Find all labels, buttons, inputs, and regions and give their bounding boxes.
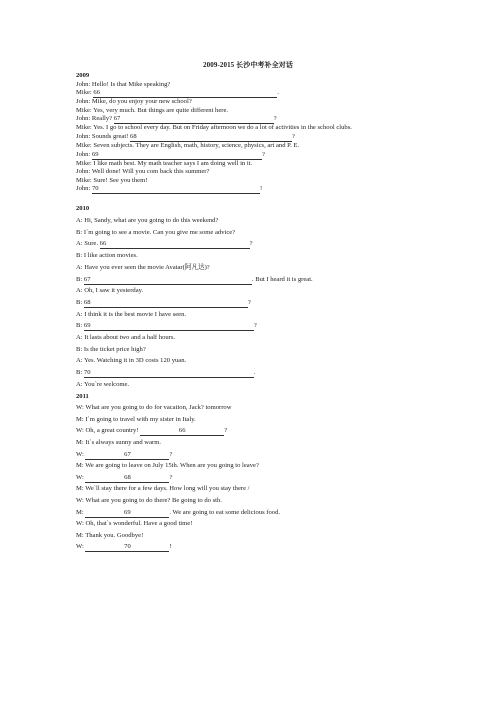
dialogue-line bbox=[76, 449, 436, 461]
dialogue-line bbox=[76, 89, 436, 98]
dialogue-line bbox=[76, 379, 436, 391]
dialogue-line bbox=[76, 483, 436, 495]
line-text: W: bbox=[76, 473, 86, 481]
line-text: B: bbox=[76, 275, 84, 283]
dialogue-line bbox=[76, 160, 436, 169]
dialogue-line bbox=[76, 215, 436, 227]
dialogue-line bbox=[76, 402, 436, 414]
line-text: M: We are going to leave on July 15th. When are you going to leave? bbox=[76, 462, 259, 470]
dialogue-line bbox=[76, 344, 436, 356]
answer-blank[interactable]: 69 bbox=[85, 510, 169, 518]
line-text: Mike: Sure! See you them! bbox=[76, 176, 148, 184]
line-text: W: bbox=[76, 543, 86, 551]
line-text: A: Have you ever seen the movie Avatar(阿凡达)? bbox=[76, 263, 210, 271]
dialogue-line bbox=[76, 238, 436, 250]
line-text: W: What are you going to do there? Be going to do sth. bbox=[76, 496, 222, 504]
line-text-after: ? bbox=[273, 115, 277, 123]
answer-blank[interactable]: 68 bbox=[130, 134, 292, 142]
dialogue-line bbox=[76, 274, 436, 286]
dialogue-line bbox=[76, 285, 436, 297]
line-text-after: ? bbox=[247, 298, 251, 306]
dialogue-2010 bbox=[76, 215, 436, 391]
page-title: 2009-2015 长沙中考补全对话 bbox=[203, 61, 293, 69]
dialogue-line bbox=[76, 81, 436, 90]
line-text: Mike: Yes, very much. But things are quite different here. bbox=[76, 106, 229, 114]
dialogue-line bbox=[76, 460, 436, 472]
line-text: B: bbox=[76, 322, 84, 330]
line-text-after: ? bbox=[169, 473, 173, 481]
line-text-after: . bbox=[253, 369, 256, 377]
line-text-after: ! bbox=[259, 185, 263, 193]
line-text-after: ? bbox=[292, 132, 295, 140]
line-text: W: Oh, a great country! bbox=[76, 427, 141, 435]
line-text: B: bbox=[76, 298, 84, 306]
line-text: John: bbox=[76, 185, 92, 193]
line-text: Mike: Yes. I go to school every day. But on Friday afternoon we do a lot of activities in the school clubs. bbox=[76, 124, 352, 132]
line-text-after: . bbox=[277, 89, 280, 97]
answer-blank[interactable]: 70 bbox=[85, 544, 169, 552]
answer-blank[interactable]: 66 bbox=[93, 90, 277, 98]
answer-blank[interactable]: 70 bbox=[92, 186, 260, 194]
line-text: A: Oh, I saw it yesterday. bbox=[76, 287, 144, 295]
line-text: M: Thank you. Goodbye! bbox=[76, 531, 144, 539]
dialogue-line bbox=[76, 425, 436, 437]
answer-blank[interactable]: 67 bbox=[85, 452, 169, 460]
answer-blank[interactable]: 68 bbox=[85, 475, 169, 483]
line-text: B: Is the ticket price high? bbox=[76, 345, 146, 353]
dialogue-line bbox=[76, 414, 436, 426]
dialogue-line bbox=[76, 98, 436, 107]
line-text-after: ? bbox=[261, 150, 265, 158]
dialogue-line bbox=[76, 320, 436, 332]
dialogue-line bbox=[76, 151, 436, 160]
line-text: W: What are you going to do for vacation, Jack? tomorrow bbox=[76, 404, 232, 412]
dialogue-line bbox=[76, 495, 436, 507]
document-body bbox=[76, 72, 436, 553]
dialogue-line bbox=[76, 530, 436, 542]
line-text: A: Hi, Sandy, what are you going to do this weekend? bbox=[76, 217, 219, 225]
line-text: John: Hello! Is that Mike speaking? bbox=[76, 80, 171, 88]
section-2010 bbox=[76, 203, 436, 390]
line-text-after: ? bbox=[249, 240, 253, 248]
dialogue-line bbox=[76, 107, 436, 116]
line-text-after: ? bbox=[253, 322, 257, 330]
line-text: John: Well done! Will you com back this summer? bbox=[76, 168, 210, 176]
answer-blank[interactable]: 69 bbox=[84, 323, 254, 331]
answer-blank[interactable]: 66 bbox=[140, 428, 224, 436]
dialogue-line bbox=[76, 507, 436, 519]
line-text-after: ? bbox=[169, 450, 173, 458]
line-text-after: . We are going to eat some delicious food. bbox=[169, 508, 281, 516]
answer-blank[interactable]: 69 bbox=[92, 152, 262, 160]
answer-blank[interactable]: 67 bbox=[84, 277, 252, 285]
line-text: Mike: Seven subjects. They are English, math, history, science, physics, art and P. E. bbox=[76, 141, 300, 149]
line-text: W: bbox=[76, 450, 86, 458]
year-heading: 2010 bbox=[76, 205, 90, 213]
line-text: B: bbox=[76, 369, 84, 377]
line-text: John: Mike, do you enjoy your new school? bbox=[76, 98, 192, 106]
line-text: B: I like action movies. bbox=[76, 252, 138, 260]
dialogue-line bbox=[76, 250, 436, 262]
line-text: M: bbox=[76, 508, 86, 516]
dialogue-line bbox=[76, 177, 436, 186]
answer-blank[interactable]: 70 bbox=[84, 370, 254, 378]
line-text: A: Yes. Watching it in 3D costs 120 yuan. bbox=[76, 357, 187, 365]
line-text: John: Sounds great! bbox=[76, 132, 131, 140]
line-text: M: I`m going to travel with my sister in Italy. bbox=[76, 415, 196, 423]
line-text: A: Sure. bbox=[76, 240, 100, 248]
line-text: John: bbox=[76, 150, 92, 158]
dialogue-2011 bbox=[76, 402, 436, 553]
year-heading: 2011 bbox=[76, 392, 89, 400]
section-2011 bbox=[76, 391, 436, 553]
dialogue-line bbox=[76, 472, 436, 484]
dialogue-line bbox=[76, 541, 436, 553]
line-text: M: We`ll stay there for a few days. How long will you stay there / bbox=[76, 485, 250, 493]
dialogue-line bbox=[76, 142, 436, 151]
year-heading: 2009 bbox=[76, 72, 90, 79]
line-text-after: ? bbox=[224, 427, 228, 435]
line-text: B: I`m going to see a movie. Can you give me some advice? bbox=[76, 228, 236, 236]
line-text: A: You`re welcome. bbox=[76, 380, 130, 388]
line-text: Mike: I like math best. My math teacher says I am doing well in it. bbox=[76, 159, 253, 167]
dialogue-line bbox=[76, 437, 436, 449]
dialogue-line bbox=[76, 185, 436, 194]
dialogue-line bbox=[76, 332, 436, 344]
dialogue-line bbox=[76, 124, 428, 133]
line-text: John: Really? bbox=[76, 115, 114, 123]
line-text: A: I think it is the best movie I have seen. bbox=[76, 310, 187, 318]
dialogue-line bbox=[76, 309, 436, 321]
dialogue-2009 bbox=[76, 81, 436, 195]
dialogue-line bbox=[76, 518, 436, 530]
dialogue-line bbox=[76, 262, 436, 274]
answer-blank[interactable]: 67 bbox=[114, 116, 274, 124]
dialogue-line bbox=[76, 297, 436, 309]
dialogue-line bbox=[76, 115, 436, 124]
dialogue-line bbox=[76, 227, 436, 239]
dialogue-line bbox=[76, 168, 436, 177]
dialogue-line bbox=[76, 367, 436, 379]
line-text: W: Oh, that`s wonderful. Have a good time! bbox=[76, 520, 193, 528]
answer-blank[interactable]: 66 bbox=[100, 241, 250, 249]
section-2009 bbox=[76, 72, 436, 194]
dialogue-line bbox=[76, 355, 436, 367]
line-text: Mike: bbox=[76, 89, 94, 97]
dialogue-line bbox=[76, 133, 436, 142]
line-text: A: It lasts about two and a half hours. bbox=[76, 334, 176, 342]
answer-blank[interactable]: 68 bbox=[84, 300, 248, 308]
line-text: M: It`s always sunny and warm. bbox=[76, 438, 161, 446]
line-text-after: ! bbox=[169, 543, 172, 551]
line-text-after: . But I heard it is great. bbox=[251, 275, 313, 283]
